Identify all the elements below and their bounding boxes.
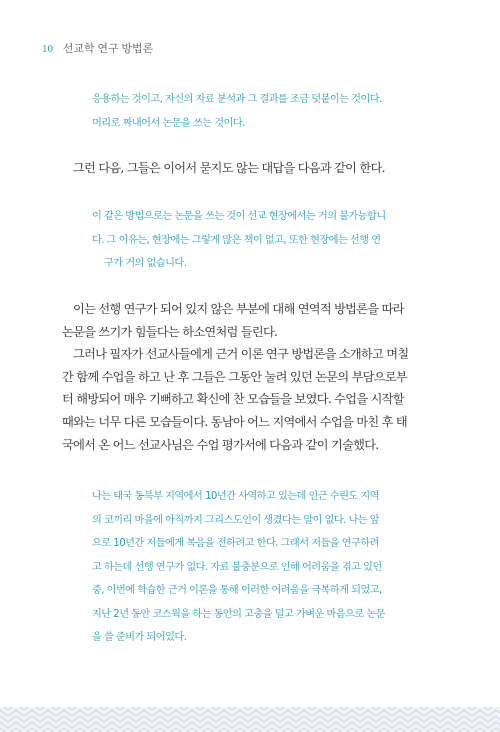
- quote-line: 으로 10년간 저들에게 복음을 전하려고 한다. 그래서 저들을 연구하려: [92, 538, 379, 549]
- body-line: 논문을 쓰기가 힘들다는 하소연처럼 들린다.: [62, 324, 278, 339]
- quote-line: 응용하는 것이고, 자신의 자료 분석과 그 결과를 조금 덧붙이는 것이다.: [92, 94, 382, 105]
- quote-line: 중, 이번에 학습한 근거 이론을 통해 이러한 어려움을 극복하게 되었고,: [92, 585, 382, 596]
- quote-line: 다. 그 이유는, 현장에는 그렇게 많은 책이 없고, 또한 현장에는 선행 연: [92, 234, 381, 246]
- body-line: 간 함께 수업을 하고 난 후 그들은 그동안 눌려 있던 논문의 부담으로부: [62, 369, 407, 384]
- quote-block-1: [92, 88, 412, 135]
- quote-line: 지난 2년 동안 코스웍을 하는 동안의 고충을 덜고 가벼운 마음으로 논문: [92, 608, 385, 620]
- body-line: 때와는 너무 다른 모습들이다. 동남아 어느 지역에서 수업을 마친 후 태: [62, 414, 407, 429]
- page-number: 10: [42, 43, 53, 55]
- quote-line: 이 같은 방법으로는 논문을 쓰는 것이 선교 현장에서는 거의 불가능합니: [92, 211, 386, 222]
- quote-line: 구가 거의 없습니다.: [104, 258, 187, 269]
- quote-line: 을 쓸 준비가 되어있다.: [92, 632, 187, 643]
- running-title: 선교학 연구 방법론: [62, 43, 154, 55]
- body-paragraph-1: [62, 157, 420, 180]
- quote-line: 고 하는데 선행 연구가 없다. 자료 불충분으로 인해 어려움을 겪고 있던: [92, 561, 382, 573]
- running-header: [42, 40, 153, 56]
- body-line: 터 해방되어 매우 기뻐하고 확신에 찬 모습들을 보였다. 수업을 시작할: [62, 392, 404, 407]
- body-line: 국에서 온 어느 선교사님은 수업 평가서에 다음과 같이 기술했다.: [62, 437, 379, 452]
- quote-line: 머리로 짜내어서 논문을 쓰는 것이다.: [92, 117, 245, 129]
- quote-block-3: [92, 485, 412, 650]
- quote-line: 나는 태국 동북부 지역에서 10년간 사역하고 있는데 인근 수린도 지역: [92, 491, 379, 502]
- body-line: 그러나 필자가 선교사들에게 근거 이론 연구 방법론을 소개하고 며칠: [73, 347, 409, 362]
- decorative-footer-pattern: [0, 707, 500, 732]
- body-line: 이는 선행 연구가 되어 있지 않은 부분에 대해 연역적 방법론을 따라: [73, 302, 404, 316]
- body-line: 그런 다음, 그들은 이어서 묻지도 않는 대답을 다음과 같이 한다.: [73, 161, 385, 175]
- quote-block-2: [92, 205, 412, 276]
- body-paragraph-2: [62, 298, 420, 456]
- quote-line: 의 코끼리 마을에 아직까지 그리스도인이 생겼다는 말이 없다. 나는 앞: [92, 514, 380, 526]
